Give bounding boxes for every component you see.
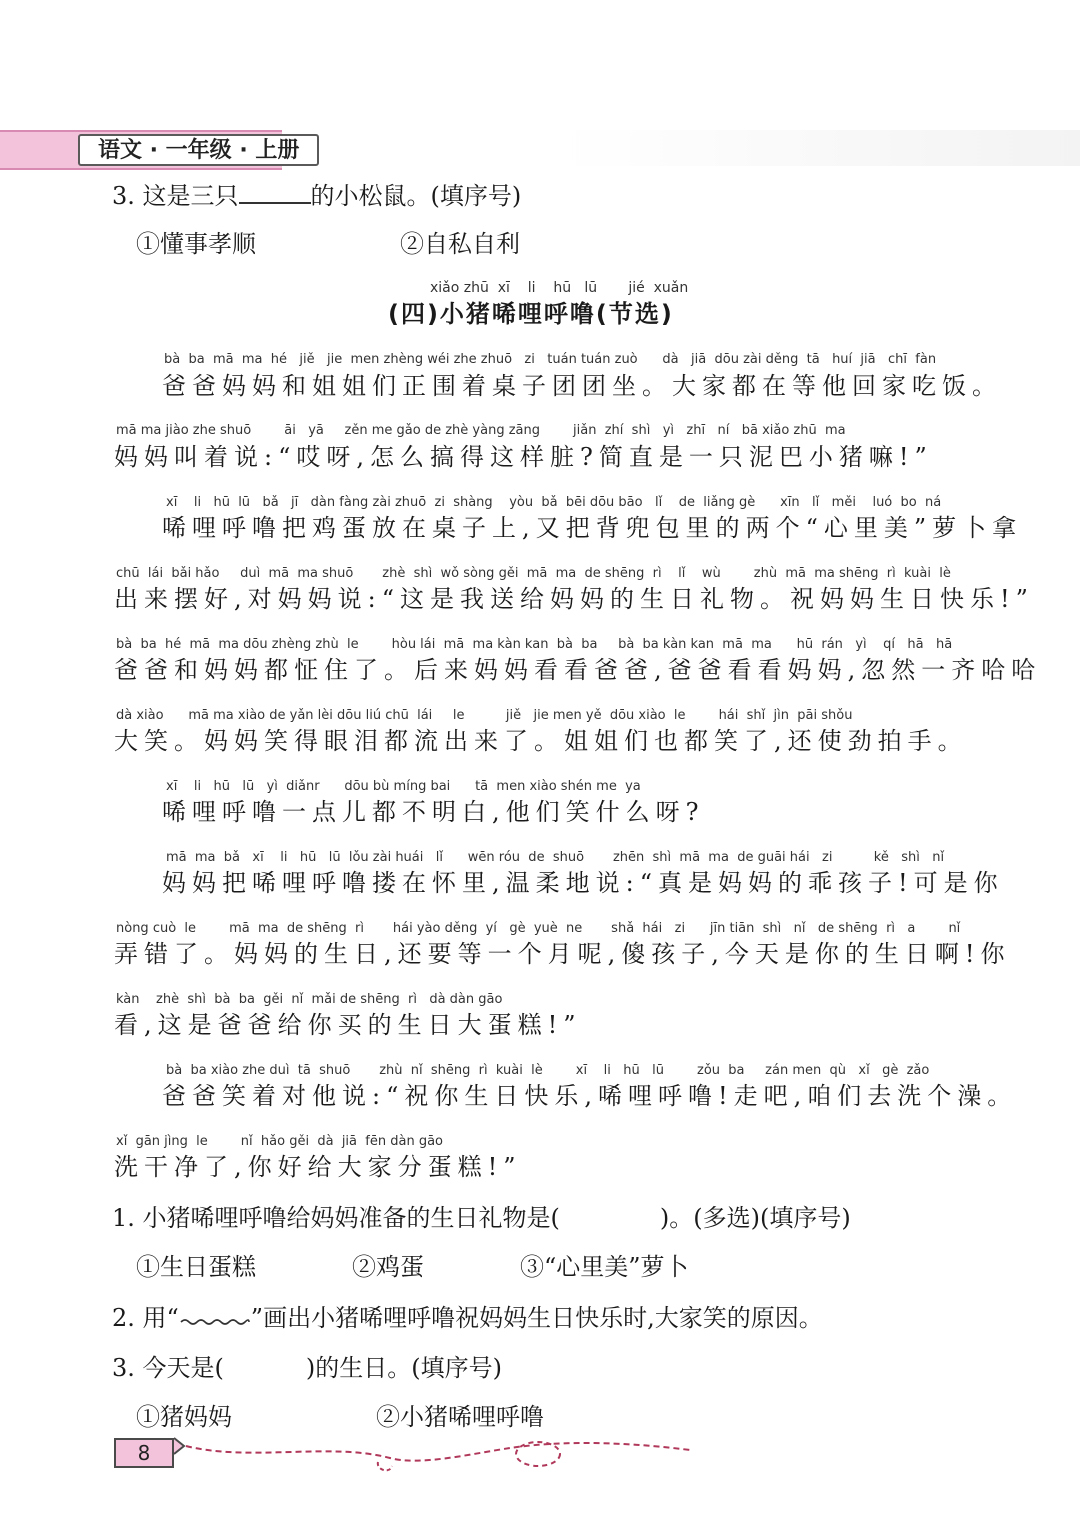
passage-line-11-pinyin: bà ba xiào zhe duì tā shuō zhù nǐ shēng rì kuài lè xī li hū lū zǒu ba zán men qù xǐ gè zǎo	[166, 1063, 930, 1078]
passage-line-3-pinyin: xī li hū lū bǎ jī dàn fàng zài zhuō zi shàng yòu bǎ bēi dōu bāo lǐ de liǎng gè xīn lǐ měi luó bo ná	[166, 495, 942, 510]
passage-line-12-pinyin: xǐ gān jìng le nǐ hǎo gěi dà jiā fēn dàn gāo	[116, 1134, 443, 1149]
option-1: ①生日蛋糕	[136, 1253, 256, 1281]
passage-line-11: 爸爸笑着对他说:“祝你生日快乐,唏哩呼噜!走吧,咱们去洗个澡。	[162, 1082, 1018, 1110]
passage-line-10-pinyin: kàn zhè shì bà ba gěi nǐ mǎi de shēng rì dà dàn gāo	[116, 992, 503, 1007]
passage-line-2: 妈妈叫着说:“哎呀,怎么搞得这样脏?简直是一只泥巴小猪嘛!”	[114, 443, 933, 471]
book-label: 语文 · 一年级 · 上册	[78, 134, 319, 166]
passage-line-1-pinyin: bà ba mā ma hé jiě jie men zhèng wéi zhe zhuō zi tuán tuán zuò dà jiā dōu zài děng tā huí jiā chī fàn	[164, 352, 937, 367]
question-1-stem-after: )。(多选)(填序号)	[659, 1204, 851, 1232]
question-3-stem-after: )的生日。(填序号)	[305, 1354, 502, 1382]
dashed-path-decoration-icon	[170, 1432, 710, 1482]
question-3-stem-before: 3. 今天是(	[112, 1354, 224, 1382]
option-1: ①懂事孝顺	[136, 230, 256, 258]
wavy-underline-icon	[179, 1302, 251, 1326]
option-2: ②小猪唏哩呼噜	[376, 1403, 544, 1431]
passage-line-1: 爸爸妈妈和姐姐们正围着桌子团团坐。大家都在等他回家吃饭。	[162, 372, 1002, 400]
scan-shadow	[560, 130, 1080, 166]
page-number: 8	[114, 1438, 174, 1468]
passage-line-5: 爸爸和妈妈都怔住了。后来妈妈看看爸爸,爸爸看看妈妈,忽然一齐哈哈	[114, 656, 1042, 684]
passage-line-7: 唏哩呼噜一点儿都不明白,他们笑什么呀?	[162, 798, 705, 826]
title-pinyin: xiǎo zhū xī li hū lū jié xuǎn	[430, 280, 689, 296]
passage-line-8-pinyin: mā ma bǎ xī li hū lū lǒu zài huái lǐ wēn róu de shuō zhēn shì mā ma de guāi hái zi kě shì nǐ	[166, 850, 945, 865]
prev-question-stem-after: 的小松鼠。(填序号)	[310, 182, 522, 210]
question-2-stem	[112, 1302, 823, 1334]
question-1-stem-before: 1. 小猪唏哩呼噜给妈妈准备的生日礼物是(	[112, 1204, 560, 1232]
passage-line-5-pinyin: bà ba hé mā ma dōu zhèng zhù le hòu lái mā ma kàn kan bà ba bà ba kàn kan mā ma hū rán yì qí hā hā	[116, 637, 953, 652]
passage-line-7-pinyin: xī li hū lū yì diǎnr dōu bù míng bai tā men xiào shén me ya	[166, 779, 641, 794]
question-3-stem	[112, 1352, 502, 1384]
option-1: ①猪妈妈	[136, 1403, 232, 1431]
prev-question-options	[136, 228, 520, 260]
passage-line-9-pinyin: nòng cuò le mā ma de shēng rì hái yào děng yí gè yuè ne shǎ hái zi jīn tiān shì nǐ de shēng rì a nǐ	[116, 921, 961, 936]
option-3: ③“心里美”萝卜	[520, 1253, 689, 1281]
question-1-options	[136, 1251, 689, 1283]
question-2-stem-before: 2. 用“	[112, 1304, 179, 1332]
section-title: (四)小猪唏哩呼噜(节选)	[388, 300, 674, 328]
passage-line-8: 妈妈把唏哩呼噜搂在怀里,温柔地说:“真是妈妈的乖孩子!可是你	[162, 869, 1004, 897]
passage-line-6: 大笑。妈妈笑得眼泪都流出来了。姐姐们也都笑了,还使劲拍手。	[114, 727, 968, 755]
option-2: ②鸡蛋	[352, 1253, 424, 1281]
passage-line-9: 弄错了。妈妈的生日,还要等一个月呢,傻孩子,今天是你的生日啊!你	[114, 940, 1011, 968]
question-1-stem	[112, 1202, 851, 1234]
option-2: ②自私自利	[400, 230, 520, 258]
question-3-options	[136, 1401, 544, 1433]
passage-line-4-pinyin: chū lái bǎi hǎo duì mā ma shuō zhè shì wǒ sòng gěi mā ma de shēng rì lǐ wù zhù mā ma shēng rì kuài lè	[116, 566, 951, 581]
passage-line-2-pinyin: mā ma jiào zhe shuō āi yā zěn me gǎo de zhè yàng zāng jiǎn zhí shì yì zhī ní bā xiǎo zhū ma	[116, 423, 846, 438]
prev-question-stem-before: 3. 这是三只	[112, 182, 239, 210]
passage-line-10: 看,这是爸爸给你买的生日大蛋糕!”	[114, 1011, 582, 1039]
answer-blank[interactable]	[239, 178, 311, 204]
passage-line-12: 洗干净了,你好给大家分蛋糕!”	[114, 1153, 522, 1181]
passage-line-6-pinyin: dà xiào mā ma xiào de yǎn lèi dōu liú chū lái le jiě jie men yě dōu xiào le hái shǐ jìn pāi shǒu	[116, 708, 853, 723]
question-2-stem-after: ”画出小猪唏哩呼噜祝妈妈生日快乐时,大家笑的原因。	[250, 1304, 823, 1332]
passage-line-4: 出来摆好,对妈妈说:“这是我送给妈妈的生日礼物。祝妈妈生日快乐!”	[114, 585, 1034, 613]
passage-line-3: 唏哩呼噜把鸡蛋放在桌子上,又把背兜包里的两个“心里美”萝卜拿	[162, 514, 1023, 542]
prev-question-stem	[112, 178, 521, 212]
